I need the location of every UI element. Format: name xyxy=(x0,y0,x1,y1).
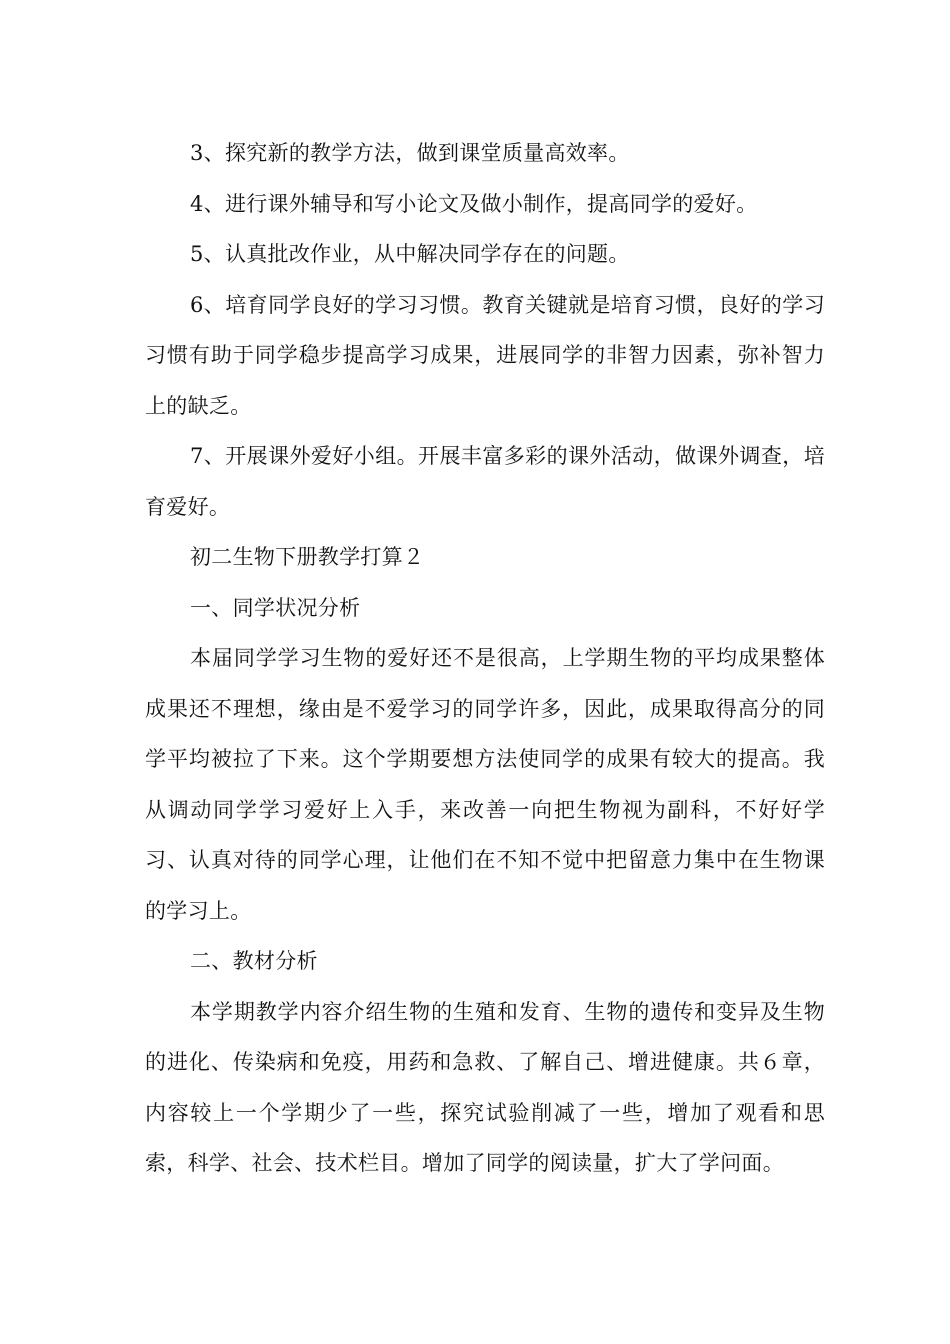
paragraph-item-7: 7、开展课外爱好小组。开展丰富多彩的课外活动，做课外调查，培育爱好。 xyxy=(145,444,825,519)
paragraph-item-5: 5、认真批改作业，从中解决同学存在的问题。 xyxy=(190,242,630,266)
heading-textbook-analysis: 二、教材分析 xyxy=(190,949,318,973)
paragraph-item-4: 4、进行课外辅导和写小论文及做小制作，提高同学的爱好。 xyxy=(190,191,758,216)
paragraph-item-3: 3、探究新的教学方法，做到课堂质量高效率。 xyxy=(190,141,630,165)
paragraph-textbook-analysis: 本学期教学内容介绍生物的生殖和发育、生物的遗传和变异及生物的进化、传染病和免疫，用药和急救、了解自己、增进健康。共６章，内容较上一个学期少了一些，探究试验削减了一些，增加了观看和思索，科学、社会、技术栏目。增加了同学的阅读量，扩大了学问面。 xyxy=(145,999,825,1175)
paragraph-item-6: 6、培育同学良好的学习习惯。教育关键就是培育习惯，良好的学习习惯有助于同学稳步提高学习成果，进展同学的非智力因素，弥补智力上的缺乏。 xyxy=(145,292,825,418)
section-title: 初二生物下册教学打算２ xyxy=(190,545,425,569)
paragraph-student-analysis: 本届同学学习生物的爱好还不是很高，上学期生物的平均成果整体成果还不理想，缘由是不爱学习的同学许多，因此，成果取得高分的同学平均被拉了下来。这个学期要想方法使同学的成果有较大的提高。我从调动同学学习爱好上入手，来改善一向把生物视为副科，不好好学习、认真对待的同学心理，让他们在不知不觉中把留意力集中在生物课的学习上。 xyxy=(145,646,825,923)
document-body xyxy=(145,128,825,1189)
heading-student-analysis: 一、同学状况分析 xyxy=(190,595,361,620)
